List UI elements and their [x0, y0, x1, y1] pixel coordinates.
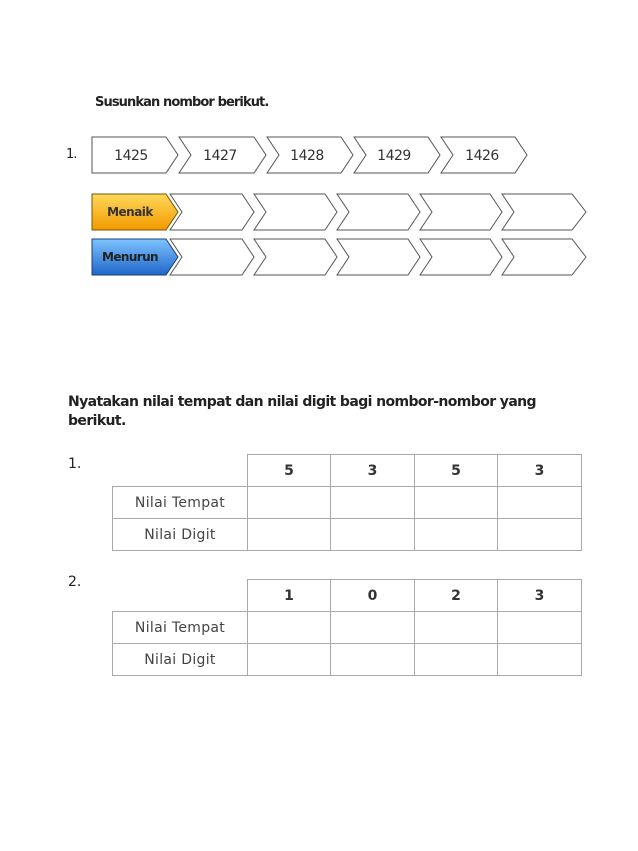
ascending-answer-box-2[interactable]	[254, 194, 337, 230]
answer-cell[interactable]	[498, 644, 582, 676]
answer-cell[interactable]	[415, 644, 498, 676]
digit-header: 3	[331, 455, 415, 487]
ascending-answer-box-5[interactable]	[502, 194, 586, 230]
answer-cell[interactable]	[248, 519, 331, 551]
digit-header: 0	[331, 580, 415, 612]
number-3: 1428	[290, 148, 324, 164]
answer-cell[interactable]	[248, 487, 331, 519]
ascending-answer-box-3[interactable]	[337, 194, 420, 230]
row-label: Nilai Tempat	[113, 612, 248, 644]
ascending-answer-box-4[interactable]	[420, 194, 502, 230]
ascending-row	[92, 194, 586, 230]
descending-label: Menurun	[102, 250, 158, 264]
descending-row	[92, 239, 586, 275]
place-value-table-2	[112, 579, 582, 676]
digit-value-row	[113, 644, 582, 676]
section1-title: Susunkan nombor berikut.	[95, 95, 269, 110]
answer-cell[interactable]	[331, 644, 415, 676]
answer-cell[interactable]	[415, 519, 498, 551]
answer-cell[interactable]	[498, 487, 582, 519]
descending-answer-box-3[interactable]	[337, 239, 420, 275]
place-value-row	[113, 612, 582, 644]
descending-answer-box-2[interactable]	[254, 239, 337, 275]
number-2: 1427	[203, 148, 237, 164]
digit-header: 1	[248, 580, 331, 612]
answer-cell[interactable]	[248, 612, 331, 644]
digit-header: 5	[415, 455, 498, 487]
answer-cell[interactable]	[248, 644, 331, 676]
question-1-number: 1.	[68, 456, 82, 472]
empty-corner-cell	[113, 580, 248, 612]
sequence-diagram	[0, 0, 638, 300]
number-arrow-3	[267, 137, 353, 173]
number-4: 1429	[377, 148, 411, 164]
number-5: 1426	[465, 148, 499, 164]
digits-row	[113, 455, 582, 487]
ascending-label: Menaik	[107, 205, 153, 219]
digits-row	[113, 580, 582, 612]
empty-corner-cell	[113, 455, 248, 487]
answer-cell[interactable]	[331, 519, 415, 551]
place-value-table-1	[112, 454, 582, 551]
ascending-answer-box-1[interactable]	[170, 194, 254, 230]
descending-answer-box-5[interactable]	[502, 239, 586, 275]
number-arrow-5	[441, 137, 527, 173]
answer-cell[interactable]	[415, 612, 498, 644]
digit-header: 2	[415, 580, 498, 612]
number-1: 1425	[114, 148, 148, 164]
answer-cell[interactable]	[415, 487, 498, 519]
digit-header: 3	[498, 580, 582, 612]
question-2-number: 2.	[68, 574, 82, 590]
row-label: Nilai Digit	[113, 644, 248, 676]
answer-cell[interactable]	[331, 612, 415, 644]
digit-header: 5	[248, 455, 331, 487]
section2-title: Nyatakan nilai tempat dan nilai digit bagi nombor-nombor yang berikut.	[68, 394, 536, 429]
number-arrow-1	[92, 137, 178, 173]
row-label: Nilai Digit	[113, 519, 248, 551]
descending-answer-box-1[interactable]	[170, 239, 254, 275]
answer-cell[interactable]	[498, 519, 582, 551]
digit-value-row	[113, 519, 582, 551]
number-arrow-2	[179, 137, 266, 173]
answer-cell[interactable]	[498, 612, 582, 644]
descending-answer-box-4[interactable]	[420, 239, 502, 275]
place-value-row	[113, 487, 582, 519]
digit-header: 3	[498, 455, 582, 487]
number-arrow-4	[354, 137, 440, 173]
answer-cell[interactable]	[331, 487, 415, 519]
row-label: Nilai Tempat	[113, 487, 248, 519]
question-number: 1.	[66, 147, 77, 162]
